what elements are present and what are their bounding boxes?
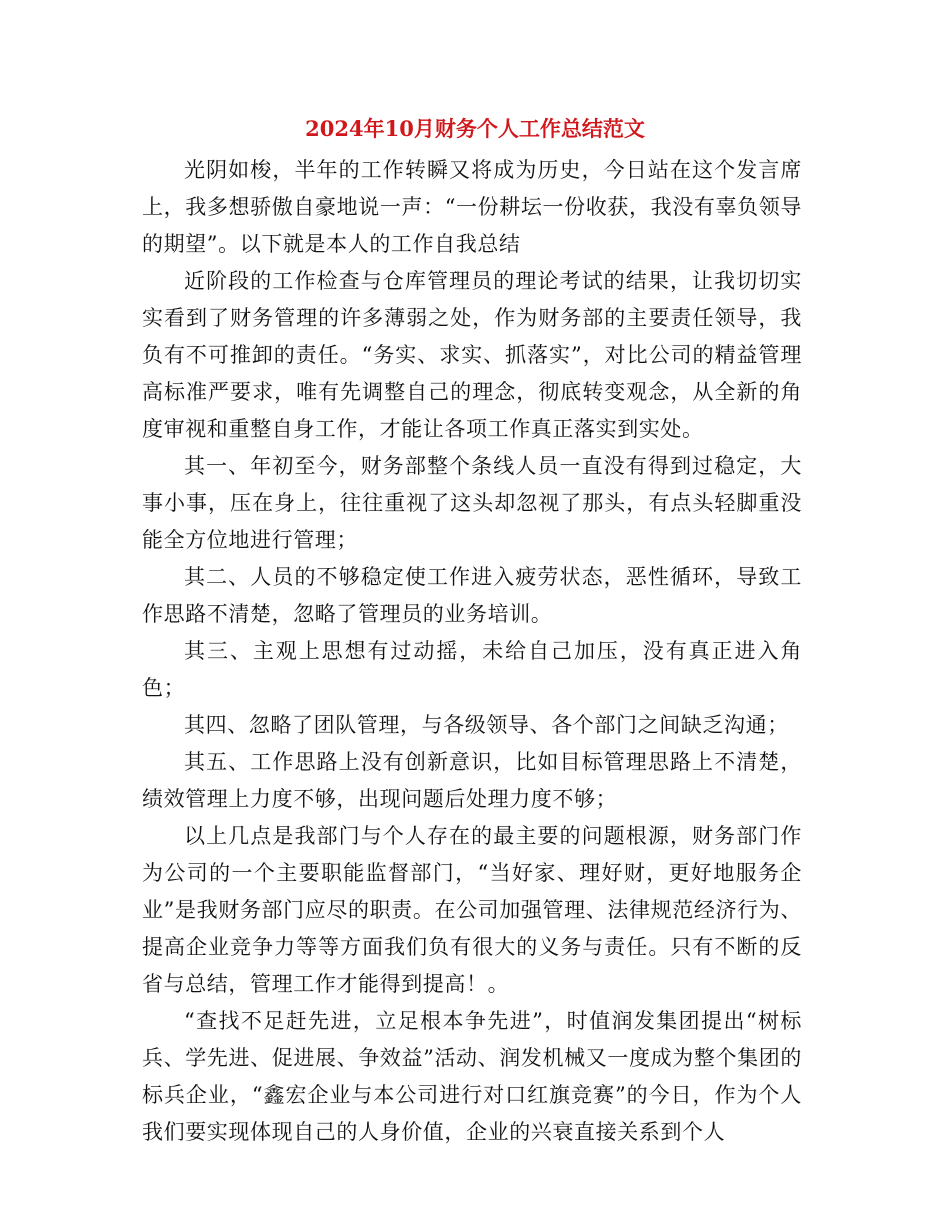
paragraph-8: 以上几点是我部门与个人存在的最主要的问题根源，财务部门作为公司的一个主要职能监督部门，“当好家、理好财，更好地服务企业”是我财务部门应尽的职责。在公司加强管理、法律规范经济行为、提高企业竞争力等等方面我们负有很大的义务与责任。只有不断的反省与总结，管理工作才能得到提高！。 [142, 824, 802, 996]
paragraph-6: 其四、忽略了团队管理，与各级领导、各个部门之间缺乏沟通； [184, 713, 789, 737]
paragraph-1: 光阴如梭，半年的工作转瞬又将成为历史，今日站在这个发言席上，我多想骄傲自豪地说一声：“一份耕坛一份收获，我没有辜负领导的期望”。以下就是本人的工作自我总结 [142, 158, 802, 256]
paragraph-5: 其三、主观上思想有过动摇，未给自己加压，没有真正进入角色； [142, 639, 802, 700]
paragraph-2: 近阶段的工作检查与仓库管理员的理论考试的结果，让我切切实实看到了财务管理的许多薄弱之处，作为财务部的主要责任领导，我负有不可推卸的责任。“务实、求实、抓落实”，对比公司的精益管理高标准严要求，唯有先调整自己的理念，彻底转变观念，从全新的角度审视和重整自身工作，才能让各项工作真正落实到实处。 [142, 269, 802, 441]
paragraph-9: “查找不足赶先进，立足根本争先进”，时值润发集团提出“树标兵、学先进、促进展、争效益”活动、润发机械又一度成为整个集团的标兵企业，“鑫宏企业与本公司进行对口红旗竞赛”的今日，作为个人我们要实现体现自己的人身价值，企业的兴衰直接关系到个人 [142, 1009, 802, 1144]
paragraph-3: 其一、年初至今，财务部整个条线人员一直没有得到过稳定，大事小事，压在身上，往往重视了这头却忽视了那头，有点头轻脚重没能全方位地进行管理； [142, 454, 802, 552]
document-title: 2024年10月财务个人工作总结范文 [305, 116, 645, 141]
paragraph-7: 其五、工作思路上没有创新意识，比如目标管理思路上不清楚，绩效管理上力度不够，出现问题后处理力度不够； [142, 750, 802, 811]
document-body [142, 152, 802, 1151]
paragraph-4: 其二、人员的不够稳定使工作进入疲劳状态，恶性循环，导致工作思路不清楚，忽略了管理员的业务培训。 [142, 565, 802, 626]
